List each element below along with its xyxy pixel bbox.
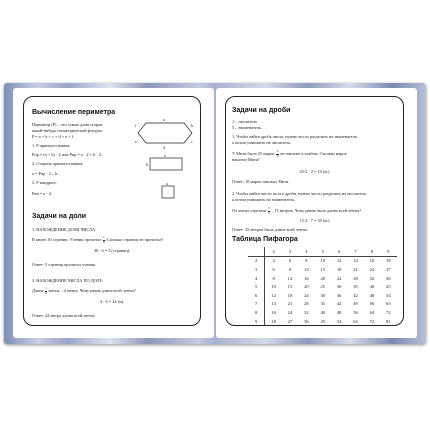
hexagon-shape (138, 123, 192, 143)
share-title: Задачи на доли (32, 213, 87, 220)
table-row (248, 317, 397, 326)
pythagoras-table (248, 247, 397, 325)
table-row (248, 300, 397, 309)
table-cell: 10 (271, 284, 276, 290)
pythagoras-title: Таблица Пифагора (232, 236, 298, 243)
table-cell: 40 (369, 284, 375, 290)
table-row (248, 265, 397, 274)
fraction-rule2-line1: 2. Чтобы найти число по его дроби, нужно число разделить на числитель, (232, 191, 367, 196)
table-cell: 4 (298, 247, 314, 256)
hexagon-label-e: e (135, 139, 137, 144)
fraction-problem2-calc: 15:3 · 7 = 35 (м.) (299, 218, 330, 223)
fraction-problem2-answer: Ответ: 35 метров была длина всей ленты. (232, 227, 308, 232)
table-cell: 6 (288, 258, 292, 264)
fraction-problem1-line2: наклеил Митя? (232, 157, 260, 162)
share-part2-calc: 4 · 6 = 24 (м). (99, 299, 125, 304)
table-cell: 16 (271, 309, 276, 315)
table-cell: 40 (320, 309, 326, 315)
fraction-one-sixth: $\frac{1}{6}$ (102, 235, 105, 244)
denominator-note: 5 – знаменатель. (232, 125, 263, 130)
hexagon-label-d: d (163, 145, 165, 150)
hexagon-label-a: a (163, 117, 165, 122)
fraction-one-sixth-2: $\frac{1}{6}$ (45, 286, 47, 295)
table-cell: 7 (347, 247, 363, 256)
fraction-three-sevenths: $\frac{3}{7}$ (267, 206, 270, 215)
left-panel (23, 96, 201, 326)
table-cell: 64 (369, 309, 375, 315)
table-cell: 48 (336, 309, 342, 315)
table-cell: 49 (353, 301, 358, 307)
table-cell (248, 247, 265, 256)
table-cell: 5 (315, 247, 331, 256)
square-perimeter-formula: Pкв = a · 4. (32, 191, 52, 196)
table-cell: 14 (271, 301, 276, 307)
table-row (248, 256, 397, 265)
fraction-problem2: От ленты отрезали $\frac{3}{7}$ – 15 метров. Чему равна была длина всей ленты? (232, 206, 362, 215)
table-cell: 7 (248, 300, 265, 309)
table-cell: 45 (320, 318, 326, 324)
table-cell: 15 (320, 266, 326, 272)
rect-side-formula: a = Pпр : 2 – b. (32, 171, 59, 176)
share-part1-problem: В книге 30 страниц. Ученик прочитал $\frac{1}{6}$ . Сколько страниц он прочитал? (32, 235, 164, 244)
table-row (248, 282, 397, 291)
table-cell: 45 (386, 284, 391, 290)
table-cell: 21 (287, 301, 293, 307)
share-part1-heading: 1. НАХОЖДЕНИЕ ДОЛИ ЧИСЛА (32, 227, 96, 232)
hexagon-label-b: b (191, 123, 193, 128)
fraction-problem1-line1: У Мити было 25 марок. $\frac{2}{5}$ он наклеил в альбом. Сколько марок (232, 149, 347, 158)
table-cell: 5 (248, 282, 265, 291)
share-part2-problem: Длина $\frac{1}{6}$ ленты – 4 метра. Чему равна длина всей ленты? (32, 286, 136, 295)
table-cell: 18 (386, 258, 391, 264)
table-cell: 8 (272, 275, 275, 281)
table-cell: 20 (320, 275, 326, 281)
table-cell: 56 (369, 301, 375, 307)
table-cell: 6 (272, 266, 275, 272)
table-cell: 24 (287, 309, 293, 315)
table-cell: 4 (272, 258, 275, 264)
table-cell: 36 (336, 292, 342, 298)
fraction-rule2-line2: а потом умножить на знаменатель. (232, 197, 296, 202)
table-row (248, 308, 397, 317)
table-cell: 36 (304, 318, 309, 324)
table-cell: 63 (353, 318, 358, 324)
table-cell: 24 (304, 292, 309, 298)
table-cell: 16 (369, 258, 375, 264)
fraction-problem1-calc: 25:5 · 2 = 10 (м.) (299, 169, 330, 174)
table-cell: 6 (331, 247, 347, 256)
rectangle-label-a: a (164, 153, 166, 158)
square-perimeter-heading: 3. P квадрата: (32, 180, 57, 185)
hexagon-label-f: f (135, 123, 137, 128)
table-cell: 12 (271, 292, 276, 298)
rect-perimeter-formula: Pпр = (a + b) · 2 или Pпр = a · 2 + b · 2. (32, 152, 103, 157)
rectangle-shape (150, 158, 182, 170)
table-cell: 35 (353, 284, 358, 290)
table-cell: 28 (353, 275, 358, 281)
hexagon-figure (134, 117, 196, 151)
table-cell: 27 (287, 318, 293, 324)
table-cell: 4 (248, 274, 265, 283)
table-cell: 9 (380, 247, 396, 256)
table-cell: 24 (336, 275, 342, 281)
fraction-problem1-answer: Ответ: 10 марок наклеил Митя. (232, 179, 290, 184)
share-part1-answer: Ответ: 5 страниц прочитал ученик. (32, 262, 97, 267)
table-cell: 20 (304, 284, 309, 290)
fractions-title: Задачи на дроби (232, 107, 291, 114)
hexagon-label-c: c (191, 139, 193, 144)
table-cell: 6 (248, 291, 265, 300)
fraction-rule1-line2: а потом умножить на числитель. (232, 140, 292, 145)
table-cell: 18 (271, 318, 276, 324)
table-cell: 16 (304, 275, 309, 281)
table-cell: 14 (353, 258, 358, 264)
table-cell: 72 (386, 309, 391, 315)
square-figure (158, 181, 178, 201)
table-cell: 8 (248, 308, 265, 317)
table-cell: 3 (282, 247, 298, 256)
table-cell: 9 (248, 317, 265, 326)
table-cell: 2 (248, 256, 265, 265)
perimeter-title: Вычисление периметра (32, 109, 116, 116)
rect-perimeter-heading: 1. P прямоугольника: (32, 143, 71, 148)
rectangle-figure (146, 153, 186, 173)
table-cell: 12 (287, 275, 293, 281)
table-cell: 42 (353, 292, 358, 298)
table-cell: 18 (336, 266, 342, 272)
share-part1-calc: 30 : 6 = 5 (страниц). (93, 248, 131, 253)
right-page (216, 88, 417, 338)
table-cell: 30 (320, 292, 326, 298)
perimeter-formula: P = a + b + c + d + e + f. (32, 134, 75, 139)
table-cell: 3 (248, 265, 265, 274)
table-cell: 48 (369, 292, 375, 298)
table-cell: 24 (369, 266, 375, 272)
table-cell: 56 (353, 309, 358, 315)
table-cell: 28 (304, 301, 309, 307)
share-part2-answer: Ответ: 24 метра длина всей ленты. (32, 313, 96, 318)
table-cell: 10 (320, 258, 326, 264)
table-cell: 32 (369, 275, 375, 281)
table-cell: 81 (386, 318, 391, 324)
table-cell: 30 (336, 284, 342, 290)
table-cell: 32 (304, 309, 309, 315)
rect-side-heading: 2. Сторона прямоугольника: (32, 161, 84, 166)
table-cell: 21 (353, 266, 358, 272)
table-cell: 42 (336, 301, 342, 307)
table-cell: 54 (336, 318, 342, 324)
table-cell: 27 (386, 266, 391, 272)
table-cell: 35 (320, 301, 326, 307)
table-cell: 8 (305, 258, 308, 264)
table-cell: 12 (336, 258, 342, 264)
table-row (248, 274, 397, 283)
square-label-a: a (166, 181, 168, 186)
right-panel (225, 96, 404, 326)
table-row (248, 247, 397, 256)
table-cell: 8 (364, 247, 380, 256)
numerator-note: 1 – числитель. (232, 119, 259, 124)
table-cell: 72 (369, 318, 375, 324)
table-cell: 36 (386, 275, 391, 281)
table-cell: 63 (386, 301, 391, 307)
square-shape (162, 186, 174, 198)
table-cell: 54 (386, 292, 391, 298)
fraction-two-fifths: $\frac{2}{5}$ (276, 149, 279, 158)
table-cell: 18 (287, 292, 293, 298)
table-cell: 2 (265, 247, 282, 256)
table-row (248, 291, 397, 300)
table-cell: 15 (287, 284, 293, 290)
rectangle-label-b: b (146, 162, 148, 167)
table-cell: 25 (320, 284, 326, 290)
table-cell: 9 (288, 266, 292, 272)
share-part2-heading: 2. НАХОЖДЕНИЕ ЧИСЛА ПО ДОЛЕ (32, 278, 103, 283)
table-cell: 12 (304, 266, 309, 272)
perimeter-def-line2: какой-нибудь геометрической фигуры: (32, 128, 103, 133)
left-page (13, 88, 214, 338)
perimeter-def-line1: Периметр (P) – это сумма длин сторон (32, 122, 103, 127)
fraction-rule1-line1: 1. Чтобы найти дробь числа, нужно число разделить на знаменатель, (232, 134, 358, 139)
